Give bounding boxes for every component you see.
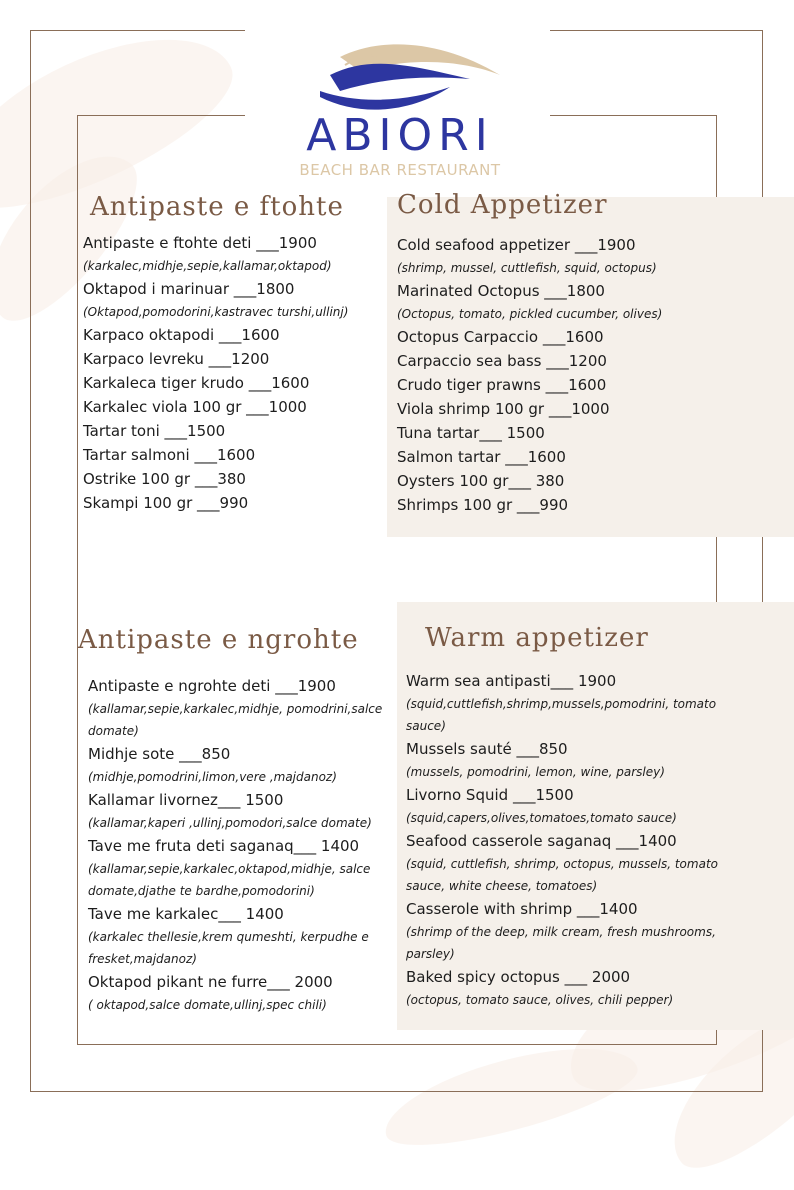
menu-item-description: (Octopus, tomato, pickled cucumber, olives) bbox=[397, 307, 663, 321]
menu-item-description: (mussels, pomodrini, lemon, wine, parsley) bbox=[406, 765, 665, 779]
menu-list-antipaste-e-ngrohte bbox=[88, 674, 383, 1016]
menu-item: Oktapod i marinuar ___1800 bbox=[83, 280, 295, 298]
section-title-cold-appetizer: Cold Appetizer bbox=[397, 190, 608, 220]
menu-item: Kallamar livornez___ 1500 bbox=[88, 791, 284, 809]
menu-item: Shrimps 100 gr ___990 bbox=[397, 496, 569, 514]
menu-item: Tartar toni ___1500 bbox=[83, 422, 226, 440]
menu-item-description: (squid,cuttlefish,shrimp,mussels,pomodrini, tomato sauce) bbox=[406, 697, 717, 733]
menu-item-description: (squid,capers,olives,tomatoes,tomato sauce) bbox=[406, 811, 677, 825]
menu-item: Tartar salmoni ___1600 bbox=[83, 446, 256, 464]
menu-item-description: (Oktapod,pomodorini,kastravec turshi,ullinj) bbox=[83, 305, 349, 319]
menu-item: Skampi 100 gr ___990 bbox=[83, 494, 249, 512]
brand-name: ABIORI bbox=[306, 110, 494, 161]
menu-item: Oktapod pikant ne furre___ 2000 bbox=[88, 973, 333, 991]
menu-item: Cold seafood appetizer ___1900 bbox=[397, 236, 636, 254]
menu-item-description: (shrimp of the deep, milk cream, fresh mushrooms, parsley) bbox=[406, 925, 716, 961]
menu-item-description: (kallamar,sepie,karkalec,midhje, pomodrini,salce domate) bbox=[88, 702, 383, 738]
menu-item: Midhje sote ___850 bbox=[88, 745, 231, 763]
menu-item: Karpaco levreku ___1200 bbox=[83, 350, 270, 368]
menu-item-description: (kallamar,kaperi ,ullinj,pomodori,salce domate) bbox=[88, 816, 372, 830]
brand-tagline: BEACH BAR RESTAURANT bbox=[299, 161, 501, 179]
menu-item: Seafood casserole saganaq ___1400 bbox=[406, 832, 677, 850]
menu-item: Karpaco oktapodi ___1600 bbox=[83, 326, 280, 344]
section-title-warm-appetizer: Warm appetizer bbox=[425, 623, 649, 653]
menu-item: Livorno Squid ___1500 bbox=[406, 786, 574, 804]
menu-item: Warm sea antipasti___ 1900 bbox=[406, 672, 617, 690]
menu-item: Ostrike 100 gr ___380 bbox=[83, 470, 246, 488]
section-title-antipaste-e-ftohte: Antipaste e ftohte bbox=[90, 192, 344, 222]
menu-item: Tave me karkalec___ 1400 bbox=[88, 905, 284, 923]
menu-item: Baked spicy octopus ___ 2000 bbox=[406, 968, 631, 986]
menu-item-description: (shrimp, mussel, cuttlefish, squid, octopus) bbox=[397, 261, 657, 275]
menu-item-description: (kallamar,sepie,karkalec,oktapod,midhje, salce domate,djathe te bardhe,pomodorini) bbox=[88, 862, 371, 898]
menu-item: Karkalec viola 100 gr ___1000 bbox=[83, 398, 307, 416]
menu-list-antipaste-e-ftohte bbox=[83, 231, 383, 515]
menu-item: Oysters 100 gr___ 380 bbox=[397, 472, 565, 490]
menu-item: Crudo tiger prawns ___1600 bbox=[397, 376, 607, 394]
menu-item: Karkaleca tiger krudo ___1600 bbox=[83, 374, 310, 392]
menu-item-description: (karkalec,midhje,sepie,kallamar,oktapod) bbox=[83, 259, 332, 273]
menu-item: Antipaste e ftohte deti ___1900 bbox=[83, 234, 317, 252]
menu-item-description: (squid, cuttlefish, shrimp, octopus, mussels, tomato sauce, white cheese, tomatoes) bbox=[406, 857, 718, 893]
menu-item: Antipaste e ngrohte deti ___1900 bbox=[88, 677, 336, 695]
menu-item-description: (octopus, tomato sauce, olives, chili pepper) bbox=[406, 993, 674, 1007]
menu-item-description: ( oktapod,salce domate,ullinj,spec chili) bbox=[88, 998, 327, 1012]
menu-item-description: (midhje,pomodrini,limon,vere ,majdanoz) bbox=[88, 770, 337, 784]
menu-list-cold-appetizer bbox=[397, 233, 707, 517]
menu-item: Marinated Octopus ___1800 bbox=[397, 282, 605, 300]
menu-item: Octopus Carpaccio ___1600 bbox=[397, 328, 604, 346]
menu-list-warm-appetizer bbox=[406, 669, 721, 1011]
menu-item: Carpaccio sea bass ___1200 bbox=[397, 352, 607, 370]
menu-item: Tuna tartar___ 1500 bbox=[397, 424, 545, 442]
menu-item: Casserole with shrimp ___1400 bbox=[406, 900, 638, 918]
menu-item: Tave me fruta deti saganaq___ 1400 bbox=[88, 837, 360, 855]
menu-item-description: (karkalec thellesie,krem qumeshti, kerpudhe e fresket,majdanoz) bbox=[88, 930, 369, 966]
fish-wave-logo-icon bbox=[300, 35, 510, 115]
menu-item: Viola shrimp 100 gr ___1000 bbox=[397, 400, 610, 418]
section-title-antipaste-e-ngrohte: Antipaste e ngrohte bbox=[78, 625, 359, 655]
menu-item: Salmon tartar ___1600 bbox=[397, 448, 566, 466]
menu-item: Mussels sauté ___850 bbox=[406, 740, 568, 758]
